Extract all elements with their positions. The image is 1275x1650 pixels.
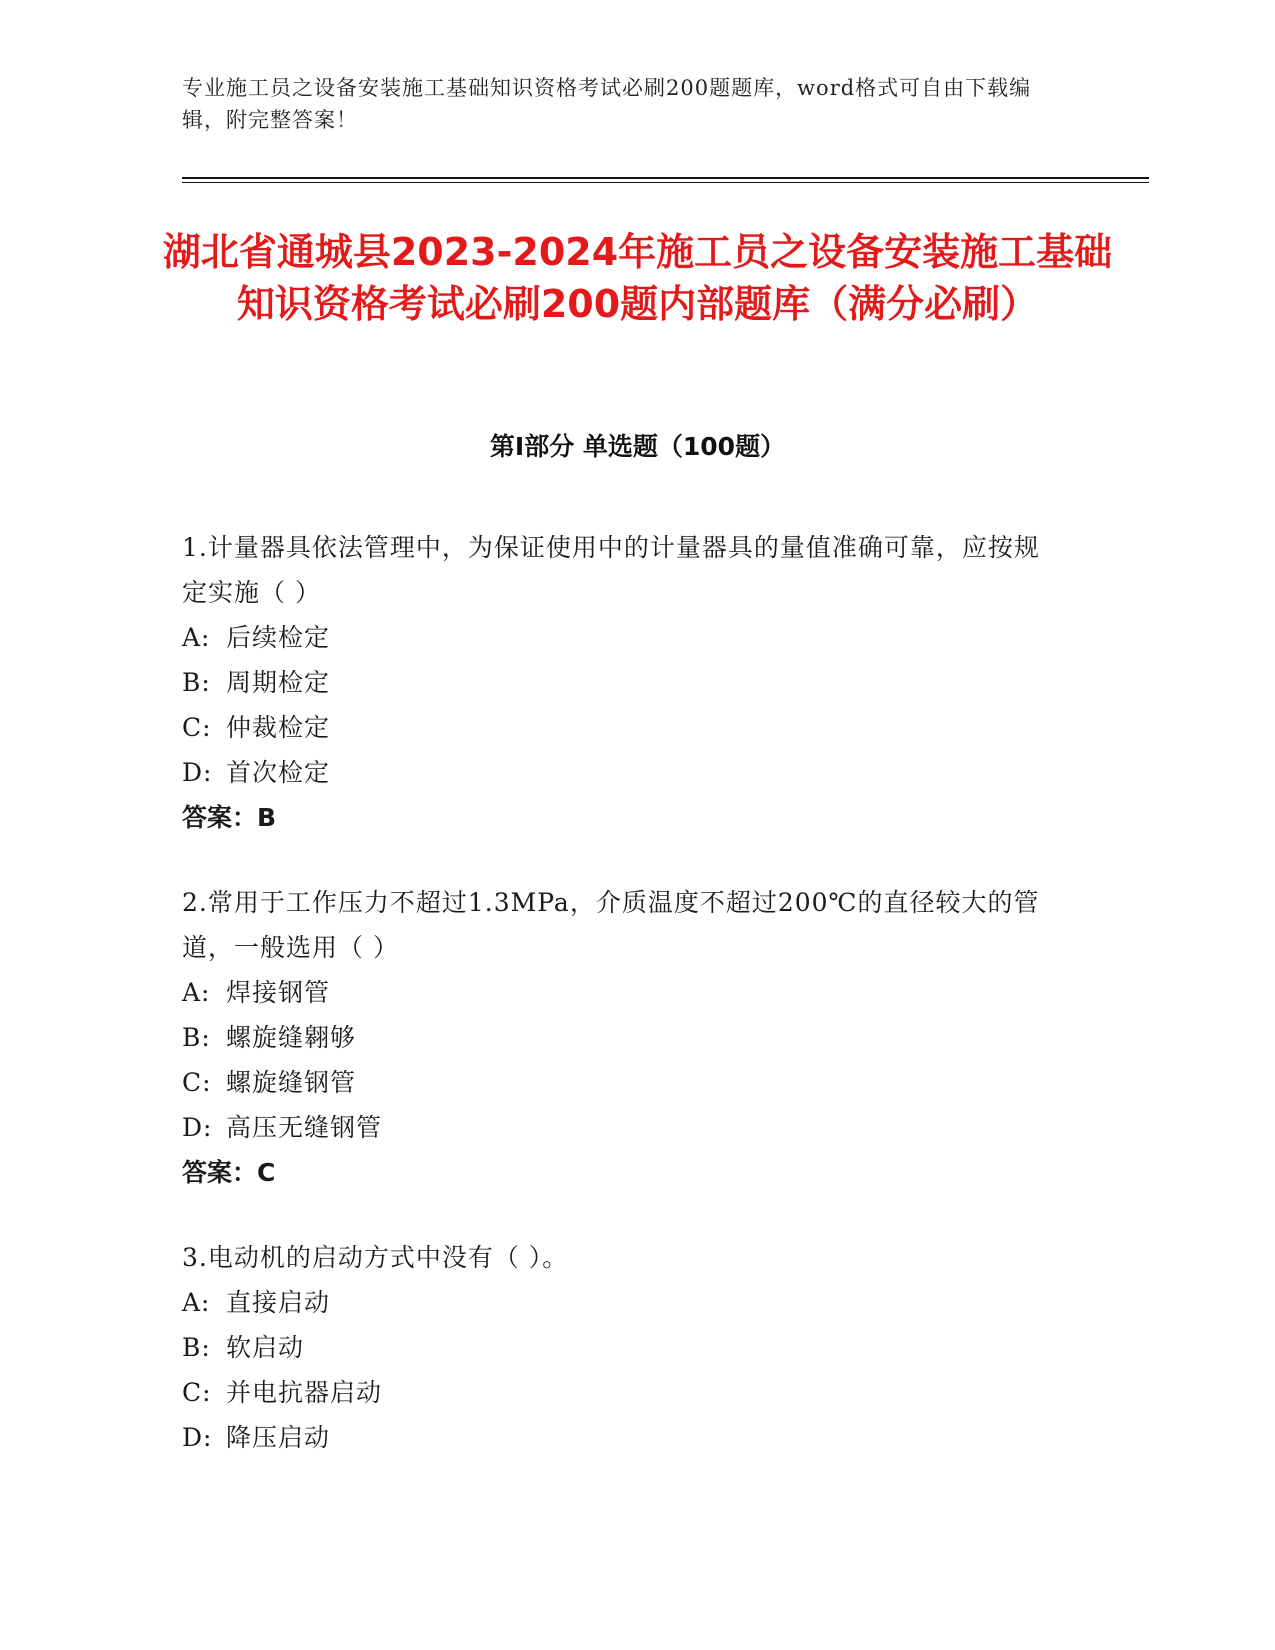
option-letter: A: (182, 978, 211, 1007)
option-text: 直接启动 (226, 1288, 331, 1317)
option-c (182, 705, 1062, 750)
section-title: 第Ⅰ部分 单选题（100题） (489, 432, 786, 461)
option-c (182, 1060, 1062, 1105)
question-1 (182, 525, 1062, 840)
option-text: 焊接钢管 (226, 978, 331, 1007)
question-stem: 3.电动机的启动方式中没有（ ）。 (182, 1243, 569, 1272)
option-text: 螺旋缝翱够 (226, 1023, 357, 1052)
option-letter: D: (182, 758, 213, 787)
option-text: 周期检定 (226, 668, 331, 697)
option-letter: A: (182, 1288, 211, 1317)
option-a (182, 615, 1062, 660)
option-letter: A: (182, 623, 211, 652)
option-b (182, 660, 1062, 705)
option-text: 降压启动 (226, 1423, 331, 1452)
option-letter: B: (182, 1333, 211, 1362)
option-d (182, 1415, 1062, 1460)
option-d (182, 1105, 1062, 1150)
option-text: 并电抗器启动 (226, 1378, 383, 1407)
option-b (182, 1015, 1062, 1060)
option-letter: C: (182, 1378, 212, 1407)
answer-line: 答案：C (182, 1158, 276, 1187)
question-2 (182, 880, 1062, 1195)
option-letter: C: (182, 713, 212, 742)
header-note: 专业施工员之设备安装施工基础知识资格考试必刷200题题库，word格式可自由下载编辑，附完整答案！ (182, 76, 1032, 132)
header-divider-thick (182, 177, 1149, 179)
option-b (182, 1325, 1062, 1370)
option-a (182, 1280, 1062, 1325)
option-text: 首次检定 (226, 758, 331, 787)
option-letter: B: (182, 1023, 211, 1052)
question-stem: 2.常用于工作压力不超过1.3MPa，介质温度不超过200℃的直径较大的管道，一般选用（ ） (182, 888, 1040, 962)
question-list (182, 525, 1062, 1500)
question-3 (182, 1235, 1062, 1460)
option-text: 软启动 (226, 1333, 305, 1362)
header-divider-thin (182, 182, 1149, 183)
option-letter: B: (182, 668, 211, 697)
option-text: 高压无缝钢管 (226, 1113, 383, 1142)
answer-line: 答案：B (182, 803, 277, 832)
option-text: 螺旋缝钢管 (226, 1068, 357, 1097)
option-c (182, 1370, 1062, 1415)
option-letter: D: (182, 1423, 213, 1452)
option-letter: D: (182, 1113, 213, 1142)
option-text: 仲裁检定 (226, 713, 331, 742)
option-a (182, 970, 1062, 1015)
document-title: 湖北省通城县2023-2024年施工员之设备安装施工基础知识资格考试必刷200题内部题库（满分必刷） (162, 230, 1113, 326)
option-letter: C: (182, 1068, 212, 1097)
option-text: 后续检定 (226, 623, 331, 652)
question-stem: 1.计量器具依法管理中，为保证使用中的计量器具的量值准确可靠，应按规定实施（ ） (182, 533, 1040, 607)
option-d (182, 750, 1062, 795)
